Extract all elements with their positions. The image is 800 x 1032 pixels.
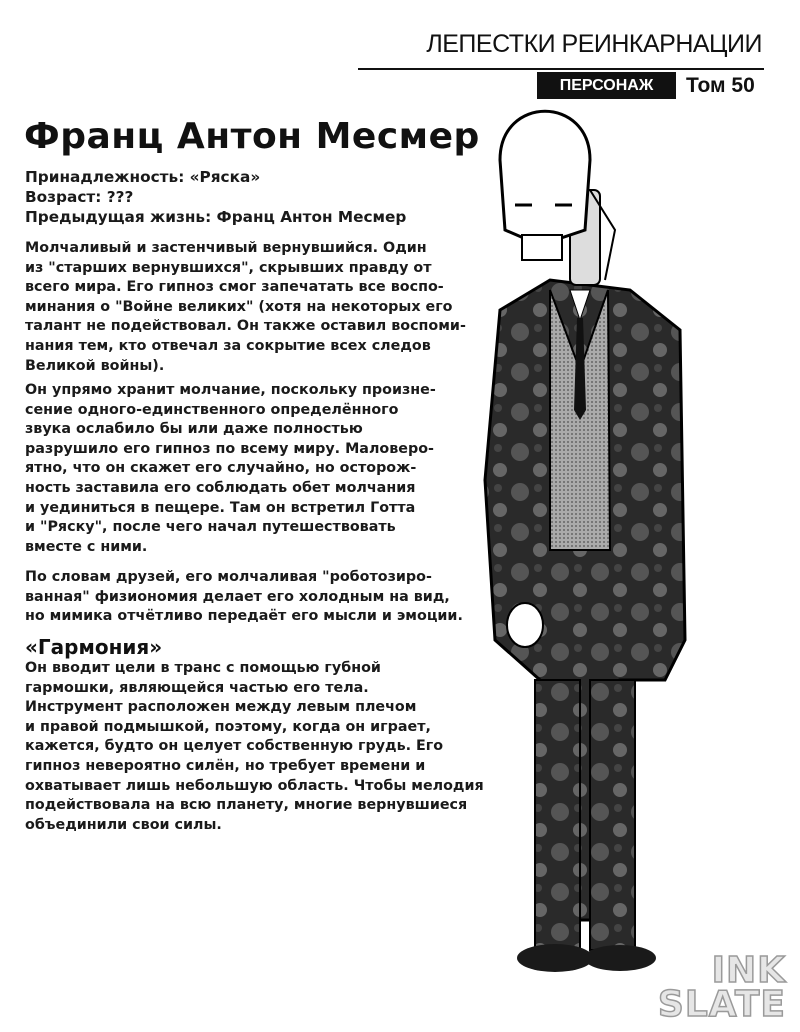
text-line: талант не подействовал. Он также оставил воспоми-: [25, 318, 466, 335]
text-line: но мимика отчётливо передаёт его мысли и эмоции.: [25, 608, 463, 625]
text-line: ятно, что он скажет его случайно, но осторож-: [25, 460, 417, 477]
text-line: Инструмент расположен между левым плечом: [25, 699, 417, 716]
previous-life: Предыдущая жизнь: Франц Антон Месмер: [25, 208, 407, 226]
text-line: Он вводит цели в транс с помощью губной: [25, 660, 381, 676]
text-line: ванная" физиономия делает его холодным на вид,: [25, 588, 450, 605]
paragraph-1: [25, 239, 466, 376]
text-line: гипноз невероятно силён, но требует времени и: [25, 757, 426, 774]
paragraph-3: [25, 568, 463, 627]
text-line: и правой подмышкой, поэтому, когда он играет,: [25, 718, 431, 735]
ability-description: [25, 659, 484, 835]
text-line: Великой войны).: [25, 357, 165, 374]
header-divider: [358, 68, 764, 70]
text-line: ность заставила его соблюдать обет молчания: [25, 479, 416, 496]
volume-label: Том 50: [686, 74, 755, 97]
text-line: Молчаливый и застенчивый вернувшийся. Один: [25, 240, 427, 256]
character-info: [25, 167, 406, 227]
text-line: По словам друзей, его молчаливая "роботозиро-: [25, 569, 432, 585]
paragraph-2: [25, 381, 436, 557]
text-line: всего мира. Его гипноз смог запечатать все воспо-: [25, 279, 444, 296]
text-line: разрушило его гипноз по всему миру. Маловеро-: [25, 440, 434, 457]
text-line: сение одного-единственного определённого: [25, 401, 399, 418]
affiliation: Принадлежность: «Ряска»: [25, 168, 261, 186]
text-line: звука ослабило бы или даже полностью: [25, 421, 363, 438]
text-line: нания тем, кто отвечал за сокрытие всех следов: [25, 337, 431, 354]
character-name: Франц Антон Месмер: [24, 116, 480, 157]
watermark-line: SLATE: [657, 984, 786, 1025]
text-line: минания о "Войне великих" (хотя на некоторых его: [25, 298, 453, 315]
shoe-left: [517, 944, 593, 972]
character-illustration: [430, 80, 730, 1020]
ability-title: «Гармония»: [25, 635, 163, 659]
text-line: и "Ряску", после чего начал путешествовать: [25, 519, 396, 536]
watermark-logo: [657, 950, 786, 1025]
text-line: Он упрямо хранит молчание, поскольку произне-: [25, 382, 436, 398]
text-line: и уединиться в пещере. Там он встретил Готта: [25, 499, 416, 516]
hands: [507, 603, 543, 647]
text-line: подействовала на всю планету, многие вернувшиеся: [25, 797, 468, 814]
text-line: охватывает лишь небольшую область. Чтобы мелодия: [25, 777, 484, 794]
text-line: из "старших вернувшихся", скрывших правду от: [25, 259, 432, 276]
text-line: объединили свои силы.: [25, 816, 222, 833]
text-line: вместе с ними.: [25, 538, 148, 555]
category-badge: ПЕРСОНАЖ: [537, 72, 676, 99]
watermark-line: INK: [711, 950, 786, 991]
text-line: гармошки, являющейся частью его тела.: [25, 679, 369, 696]
text-line: кажется, будто он целует собственную грудь. Его: [25, 738, 444, 755]
head: [500, 111, 590, 245]
shoe-right: [584, 945, 656, 971]
series-title: ЛЕПЕСТКИ РЕИНКАРНАЦИИ: [426, 30, 762, 58]
age: Возраст: ???: [25, 188, 134, 206]
